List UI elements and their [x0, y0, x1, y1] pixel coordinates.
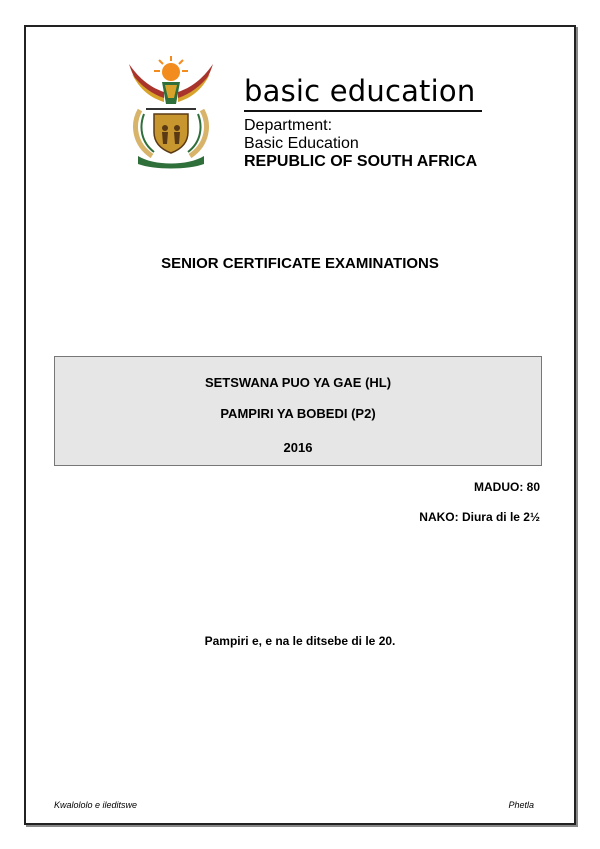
paper-number: PAMPIRI YA BOBEDI (P2) — [220, 406, 376, 421]
department-name: Basic Education — [244, 135, 359, 152]
exam-title: SENIOR CERTIFICATE EXAMINATIONS — [161, 255, 439, 272]
turn-over-note: Phetla — [508, 800, 534, 810]
exam-duration: NAKO: Diura di le 2½ — [419, 510, 540, 524]
copyright-note: Kwalololo e ileditswe — [54, 800, 138, 810]
total-marks: MADUO: 80 — [473, 480, 540, 494]
subject-name: SETSWANA PUO YA GAE (HL) — [204, 375, 392, 390]
department-branding — [244, 74, 482, 171]
exam-year: 2016 — [283, 440, 313, 455]
department-label: Department: — [244, 117, 333, 134]
brand-title: basic education — [244, 74, 482, 112]
page-count-note: Pampiri e, e na le ditsebe di le 20. — [204, 634, 396, 648]
subject-box — [54, 356, 542, 466]
coat-of-arms-icon — [124, 52, 218, 170]
country-name: REPUBLIC OF SOUTH AFRICA — [244, 153, 478, 170]
